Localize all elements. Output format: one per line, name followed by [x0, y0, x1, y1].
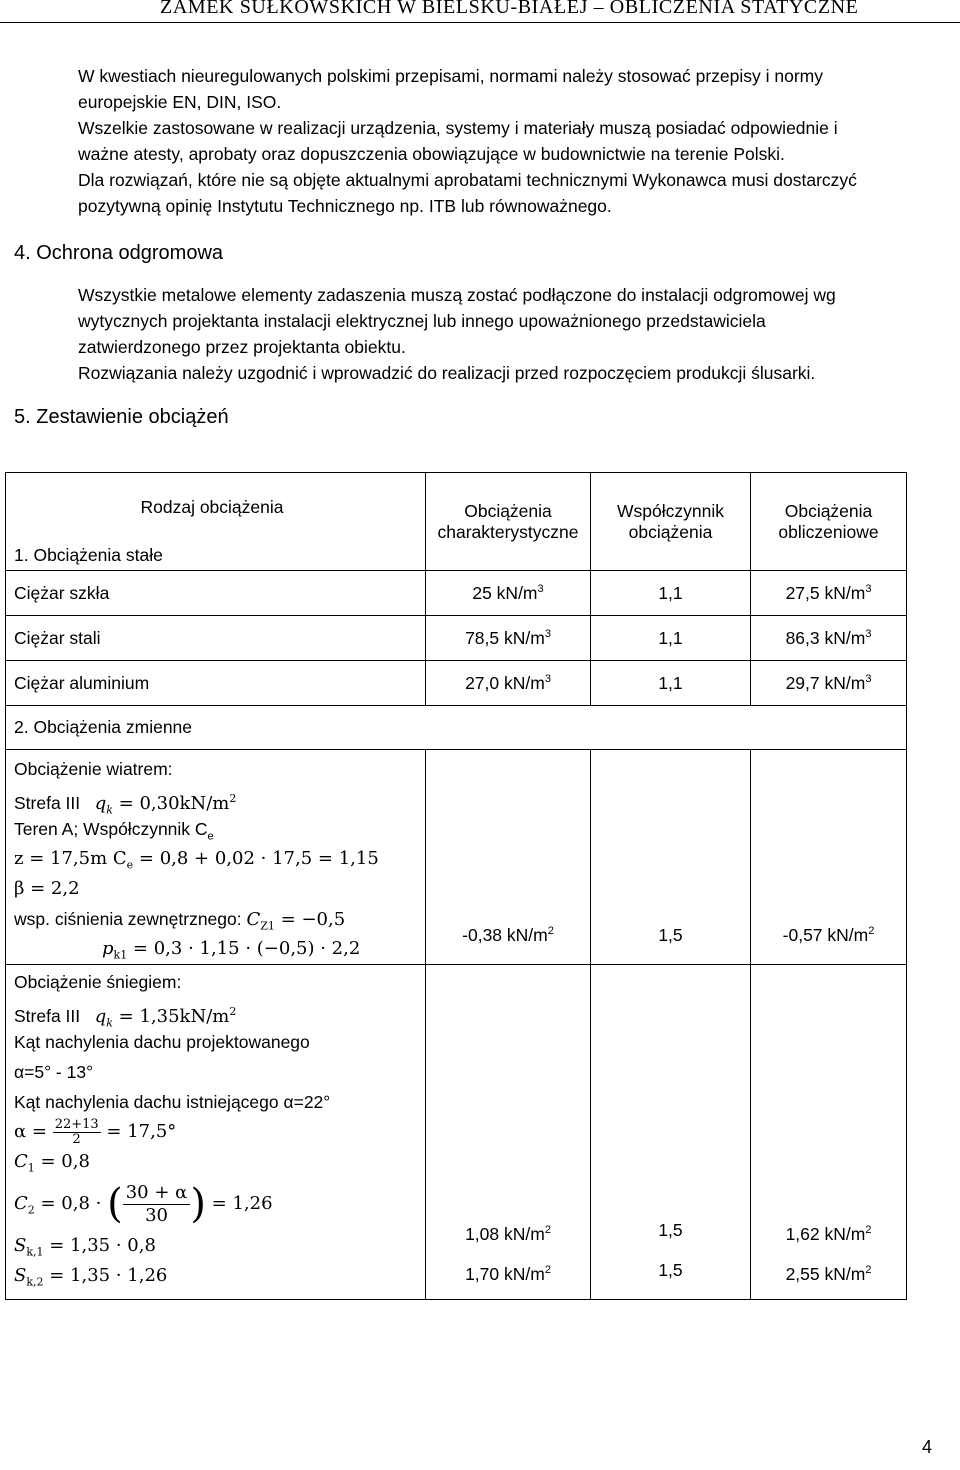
wind-calc — [751, 750, 907, 965]
header-coef-line1: Współczynnik — [617, 500, 724, 521]
unit-exponent: 3 — [865, 582, 872, 595]
header-design — [751, 473, 907, 571]
subscript: e — [207, 830, 214, 843]
symbol: S — [14, 1265, 27, 1286]
formula-part: = 0,8 + 0,02 · 17,5 = 1,15 — [133, 848, 379, 869]
page-header — [0, 0, 960, 23]
value: = 0,3 · 1,15 · (−0,5) · 2,2 — [127, 938, 361, 959]
section-4-text: Wszystkie metalowe elementy zadaszenia muszą zostać podłączone do instalacji odgromowej wg wytycznych projektanta instalacji elektrycznej lub innego upoważnionego przedstawiciela zatwierdzonego przez projektanta obiektu. Rozwiązania należy uzgodnić i wprowadzić do realizacji przed rozpoczęciem produkcji ślusarki. — [78, 285, 836, 383]
subscript: Z1 — [260, 919, 275, 933]
table-row — [6, 571, 907, 616]
symbol: C — [14, 1193, 28, 1214]
group-variable-label: 2. Obciążenia zmienne — [6, 706, 426, 750]
header-char-line2: charakterystyczne — [437, 521, 579, 542]
unit-exponent: 3 — [865, 672, 872, 685]
value: 1,62 kN/m — [785, 1223, 866, 1244]
header-coef-line2: obciążenia — [628, 521, 713, 542]
header-calc-line1: Obciążenia — [784, 500, 873, 521]
row-name: Ciężar stali — [6, 616, 426, 661]
snow-slope-old: Kąt nachylenia dachu istniejącego α=22° — [14, 1092, 331, 1112]
snow-description — [6, 965, 426, 1300]
table-header-row — [6, 473, 907, 571]
snow-c2 — [14, 1177, 417, 1231]
wind-zone: Strefa III — [14, 793, 81, 813]
unit-exponent: 3 — [544, 627, 551, 640]
value: 2,55 kN/m — [785, 1263, 866, 1284]
symbol: q — [94, 1006, 107, 1027]
subscript: k — [106, 803, 113, 817]
wind-qk-line — [14, 784, 417, 817]
formula-part: α = — [14, 1121, 53, 1142]
unit-exponent: 3 — [544, 672, 551, 685]
header-load-type — [6, 473, 426, 571]
subscript: k,2 — [26, 1275, 44, 1289]
wind-char — [426, 750, 591, 965]
snow-coef — [591, 965, 751, 1300]
unit-exponent: 2 — [868, 925, 875, 938]
snow-slope-new: Kąt nachylenia dachu projektowanego — [14, 1032, 310, 1052]
value: = 1,35kN/m — [112, 1006, 230, 1027]
numerator: 22+13 — [54, 1116, 99, 1132]
denominator: 30 — [145, 1204, 168, 1226]
row-coef: 1,1 — [591, 661, 751, 706]
subscript: 1 — [27, 1161, 35, 1175]
row-calc — [751, 661, 907, 706]
formula-part: = 17,5° — [100, 1121, 177, 1142]
open-paren: ( — [107, 1181, 123, 1227]
row-calc — [751, 571, 907, 616]
snow-c1 — [14, 1147, 417, 1177]
row-char — [426, 616, 591, 661]
header-calc-line2: obliczeniowe — [778, 521, 879, 542]
table-row — [6, 661, 907, 706]
section-5-heading: 5. Zestawienie obciążeń — [14, 406, 229, 428]
wind-terrain — [14, 814, 417, 844]
value: 78,5 kN/m — [465, 627, 545, 648]
loads-table — [5, 472, 907, 1300]
value: 27,5 kN/m — [785, 582, 866, 603]
value: -0,38 kN/m — [462, 925, 548, 945]
intro-paragraph: W kwestiach nieuregulowanych polskimi przepisami, normami należy stosować przepisy i normy europejskie EN, DIN, ISO. Wszelkie zastosowane w realizacji urządzenia, systemy i materiały muszą posiadać odpowiednie i ważne atesty, aprobaty oraz dopuszczenia obowiązujące w budownictwie na terenie Polski. Dla rozwiązań, które nie są objęte aktualnymi aprobatami technicznymi Wykonawca musi dostarczyć pozytywną opinię Instytutu Technicznego np. ITB lub równoważnego. — [78, 66, 857, 216]
wind-description — [6, 750, 426, 965]
symbol: S — [14, 1235, 27, 1256]
header-characteristic — [426, 473, 591, 571]
snow-slope-new-value: α=5° - 13° — [14, 1062, 94, 1082]
group-variable-row — [6, 706, 907, 750]
snow-calc-1 — [759, 1215, 898, 1245]
row-name: Ciężar aluminium — [6, 661, 426, 706]
value: 1,08 kN/m — [465, 1223, 545, 1244]
section-4-heading: 4. Ochrona odgromowa — [14, 242, 224, 264]
row-coef: 1,1 — [591, 571, 751, 616]
snow-calc — [751, 965, 907, 1300]
symbol: q — [94, 793, 107, 814]
unit-exponent: 2 — [229, 1005, 237, 1018]
snow-zone: Strefa III — [14, 1006, 81, 1026]
row-coef: 1,1 — [591, 616, 751, 661]
subscript: k,1 — [26, 1245, 44, 1259]
value: 1,70 kN/m — [465, 1263, 545, 1284]
snow-qk-line — [14, 997, 417, 1030]
formula-part: = 0,8 · — [34, 1193, 108, 1214]
row-calc — [751, 616, 907, 661]
wind-coef: 1,5 — [591, 750, 751, 965]
wind-z-formula — [14, 844, 417, 874]
subscript: k1 — [113, 948, 128, 962]
unit-exponent: 3 — [537, 582, 544, 595]
wind-load-row — [6, 750, 907, 965]
close-paren: ) — [190, 1181, 206, 1227]
document-title: ZAMEK SUŁKOWSKICH W BIELSKU-BIAŁEJ – OBLICZENIA STATYCZNE — [160, 0, 859, 18]
unit-exponent: 2 — [544, 1224, 551, 1236]
value: 27,0 kN/m — [465, 672, 545, 693]
denominator: 2 — [72, 1131, 81, 1147]
snow-char-1 — [434, 1215, 582, 1245]
header-coefficient — [591, 473, 751, 571]
symbol: C — [14, 1151, 28, 1172]
formula-part: = 1,26 — [205, 1193, 273, 1214]
snow-title: Obciążenie śniegiem: — [14, 972, 182, 992]
alpha-fraction — [53, 1118, 101, 1147]
table-row — [6, 616, 907, 661]
value: = 1,35 · 1,26 — [43, 1265, 168, 1286]
snow-char-2 — [434, 1255, 582, 1285]
subscript: k — [106, 1016, 113, 1030]
unit-exponent: 2 — [229, 792, 237, 805]
symbol: p — [102, 938, 114, 959]
value: = 0,30kN/m — [112, 793, 230, 814]
value: = 0,8 — [34, 1151, 90, 1172]
wind-beta: β = 2,2 — [14, 878, 80, 899]
row-name: Ciężar szkła — [6, 571, 426, 616]
subscript: e — [126, 858, 134, 872]
unit-exponent: 2 — [547, 925, 554, 938]
page-number: 4 — [921, 1437, 932, 1457]
snow-coef-2: 1,5 — [658, 1260, 683, 1280]
snow-char — [426, 965, 591, 1300]
c2-fraction — [123, 1182, 191, 1227]
snow-alpha-formula — [14, 1117, 417, 1147]
cpe-label: wsp. ciśnienia zewnętrznego: — [14, 909, 247, 929]
group-permanent-label: 1. Obciążenia stałe — [14, 545, 163, 565]
value: 86,3 kN/m — [785, 627, 866, 648]
value: = −0,5 — [274, 909, 346, 930]
unit-exponent: 2 — [544, 1264, 551, 1276]
snow-s1 — [14, 1231, 417, 1261]
unit-exponent: 3 — [865, 627, 872, 640]
unit-exponent: 2 — [865, 1264, 872, 1276]
value: 29,7 kN/m — [785, 672, 866, 693]
snow-coef-1: 1,5 — [658, 1220, 683, 1240]
value: 25 kN/m — [472, 582, 538, 603]
snow-calc-2 — [759, 1255, 898, 1285]
row-char — [426, 661, 591, 706]
value: -0,57 kN/m — [782, 925, 869, 945]
unit-exponent: 2 — [865, 1224, 872, 1236]
value: = 1,35 · 0,8 — [43, 1235, 156, 1256]
terrain-label: Teren A; Współczynnik C — [14, 819, 208, 839]
row-char — [426, 571, 591, 616]
header-load-type-label: Rodzaj obciążenia — [140, 497, 284, 517]
symbol: C — [246, 909, 261, 930]
snow-s2 — [14, 1261, 417, 1291]
header-char-line1: Obciążenia — [464, 500, 552, 521]
wind-cpe — [14, 904, 417, 934]
subscript: 2 — [27, 1203, 35, 1217]
wind-title: Obciążenie wiatrem: — [14, 759, 173, 779]
formula-part: z = 17,5m C — [14, 848, 127, 869]
numerator: 30 + α — [123, 1182, 191, 1205]
snow-load-row — [6, 965, 907, 1300]
wind-pk-formula — [14, 934, 417, 964]
